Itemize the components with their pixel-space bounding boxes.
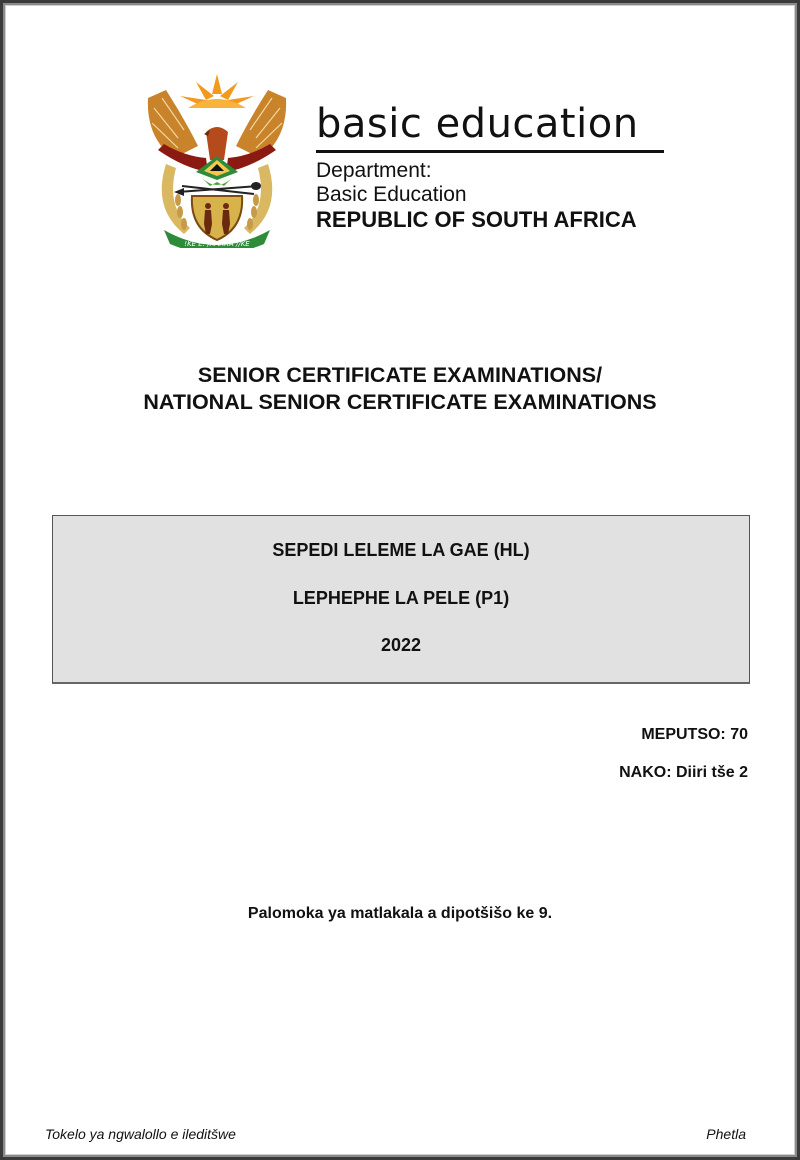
subject-title: SEPEDI LELEME LA GAE (HL) [272, 540, 530, 560]
page-count-note: Palomoka ya matlakala a dipotšišo ke 9. [247, 905, 553, 922]
brand-country: REPUBLIC OF SOUTH AFRICA [316, 207, 637, 232]
brand-department-name: Basic Education [316, 183, 467, 206]
brand-divider [316, 150, 664, 153]
logo-motto: !KE E: /XARRA //KE [184, 240, 250, 248]
exam-heading [0, 362, 800, 416]
department-brand [316, 100, 666, 233]
brand-title: basic education [316, 101, 639, 147]
exam-heading-line-2: NATIONAL SENIOR CERTIFICATE EXAMINATIONS [143, 390, 657, 414]
brand-department: Department: [316, 159, 432, 182]
paper-title: LEPHEPHE LA PELE (P1) [292, 588, 510, 608]
subject-box [52, 515, 750, 684]
turn-over-footer: Phetla [706, 1126, 746, 1142]
coat-of-arms-icon [144, 68, 290, 248]
copyright-footer: Tokelo ya ngwalollo e ileditšwe [45, 1126, 236, 1142]
time-label: NAKO: Diiri tše 2 [619, 764, 748, 781]
exam-year: 2022 [380, 635, 422, 655]
exam-heading-line-1: SENIOR CERTIFICATE EXAMINATIONS/ [197, 363, 603, 387]
marks-label: MEPUTSO: 70 [641, 726, 748, 743]
